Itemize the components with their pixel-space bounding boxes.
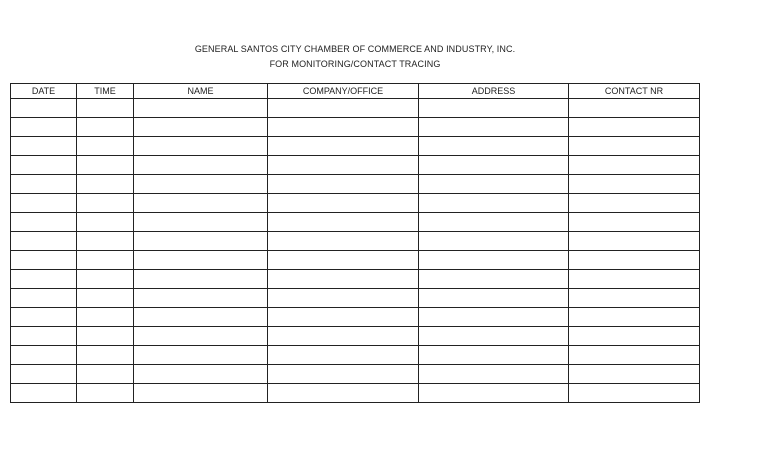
column-header-company-office: COMPANY/OFFICE	[268, 84, 419, 99]
table-row	[11, 327, 700, 346]
cell-contact-nr[interactable]	[569, 327, 700, 346]
cell-time[interactable]	[77, 232, 134, 251]
cell-name[interactable]	[134, 365, 268, 384]
cell-address[interactable]	[419, 384, 569, 403]
cell-address[interactable]	[419, 99, 569, 118]
cell-time[interactable]	[77, 213, 134, 232]
cell-address[interactable]	[419, 194, 569, 213]
cell-name[interactable]	[134, 289, 268, 308]
cell-company-office[interactable]	[268, 213, 419, 232]
cell-date[interactable]	[11, 251, 77, 270]
cell-address[interactable]	[419, 327, 569, 346]
cell-date[interactable]	[11, 137, 77, 156]
table-row	[11, 175, 700, 194]
cell-company-office[interactable]	[268, 384, 419, 403]
table-row	[11, 232, 700, 251]
table-row	[11, 346, 700, 365]
cell-company-office[interactable]	[268, 365, 419, 384]
cell-time[interactable]	[77, 118, 134, 137]
cell-contact-nr[interactable]	[569, 384, 700, 403]
cell-date[interactable]	[11, 213, 77, 232]
cell-address[interactable]	[419, 118, 569, 137]
cell-name[interactable]	[134, 175, 268, 194]
cell-date[interactable]	[11, 99, 77, 118]
organization-title: GENERAL SANTOS CITY CHAMBER OF COMMERCE AND INDUSTRY, INC.	[194, 44, 516, 54]
cell-time[interactable]	[77, 251, 134, 270]
cell-company-office[interactable]	[268, 327, 419, 346]
table-row	[11, 137, 700, 156]
cell-company-office[interactable]	[268, 346, 419, 365]
cell-contact-nr[interactable]	[569, 289, 700, 308]
cell-name[interactable]	[134, 118, 268, 137]
cell-company-office[interactable]	[268, 156, 419, 175]
table-row	[11, 156, 700, 175]
cell-time[interactable]	[77, 384, 134, 403]
table-row	[11, 118, 700, 137]
cell-name[interactable]	[134, 346, 268, 365]
cell-date[interactable]	[11, 365, 77, 384]
table-row	[11, 251, 700, 270]
cell-time[interactable]	[77, 327, 134, 346]
cell-name[interactable]	[134, 137, 268, 156]
cell-company-office[interactable]	[268, 118, 419, 137]
cell-name[interactable]	[134, 156, 268, 175]
cell-name[interactable]	[134, 251, 268, 270]
cell-date[interactable]	[11, 194, 77, 213]
cell-contact-nr[interactable]	[569, 99, 700, 118]
cell-address[interactable]	[419, 270, 569, 289]
cell-contact-nr[interactable]	[569, 365, 700, 384]
cell-name[interactable]	[134, 213, 268, 232]
cell-company-office[interactable]	[268, 99, 419, 118]
cell-contact-nr[interactable]	[569, 346, 700, 365]
column-header-time: TIME	[77, 84, 134, 99]
cell-date[interactable]	[11, 156, 77, 175]
column-header-address: ADDRESS	[419, 84, 569, 99]
cell-date[interactable]	[11, 346, 77, 365]
cell-contact-nr[interactable]	[569, 156, 700, 175]
column-header-date: DATE	[11, 84, 77, 99]
cell-address[interactable]	[419, 289, 569, 308]
cell-company-office[interactable]	[268, 175, 419, 194]
cell-time[interactable]	[77, 270, 134, 289]
cell-time[interactable]	[77, 289, 134, 308]
cell-address[interactable]	[419, 251, 569, 270]
table-row	[11, 384, 700, 403]
cell-date[interactable]	[11, 384, 77, 403]
cell-time[interactable]	[77, 346, 134, 365]
cell-address[interactable]	[419, 365, 569, 384]
cell-contact-nr[interactable]	[569, 175, 700, 194]
table-row	[11, 308, 700, 327]
cell-name[interactable]	[134, 270, 268, 289]
cell-contact-nr[interactable]	[569, 137, 700, 156]
cell-name[interactable]	[134, 384, 268, 403]
cell-contact-nr[interactable]	[569, 194, 700, 213]
cell-company-office[interactable]	[268, 232, 419, 251]
cell-date[interactable]	[11, 308, 77, 327]
cell-contact-nr[interactable]	[569, 213, 700, 232]
table-row	[11, 194, 700, 213]
table-row	[11, 270, 700, 289]
column-header-contact-nr: CONTACT NR	[569, 84, 700, 99]
cell-address[interactable]	[419, 156, 569, 175]
cell-contact-nr[interactable]	[569, 118, 700, 137]
cell-name[interactable]	[134, 99, 268, 118]
table-row	[11, 99, 700, 118]
cell-company-office[interactable]	[268, 194, 419, 213]
cell-company-office[interactable]	[268, 137, 419, 156]
cell-time[interactable]	[77, 175, 134, 194]
cell-name[interactable]	[134, 232, 268, 251]
cell-contact-nr[interactable]	[569, 308, 700, 327]
cell-company-office[interactable]	[268, 270, 419, 289]
table-row	[11, 289, 700, 308]
cell-address[interactable]	[419, 175, 569, 194]
document-header	[0, 42, 710, 72]
cell-name[interactable]	[134, 327, 268, 346]
cell-address[interactable]	[419, 346, 569, 365]
cell-name[interactable]	[134, 194, 268, 213]
cell-time[interactable]	[77, 137, 134, 156]
cell-contact-nr[interactable]	[569, 251, 700, 270]
cell-date[interactable]	[11, 289, 77, 308]
table-row	[11, 365, 700, 384]
cell-date[interactable]	[11, 118, 77, 137]
column-header-name: NAME	[134, 84, 268, 99]
table-row	[11, 213, 700, 232]
table-body	[11, 99, 700, 403]
cell-date[interactable]	[11, 270, 77, 289]
form-purpose-title: FOR MONITORING/CONTACT TRACING	[269, 59, 441, 69]
cell-time[interactable]	[77, 156, 134, 175]
cell-date[interactable]	[11, 175, 77, 194]
cell-time[interactable]	[77, 308, 134, 327]
cell-address[interactable]	[419, 137, 569, 156]
cell-address[interactable]	[419, 308, 569, 327]
cell-contact-nr[interactable]	[569, 270, 700, 289]
cell-time[interactable]	[77, 99, 134, 118]
contact-tracing-table	[10, 83, 700, 403]
cell-date[interactable]	[11, 327, 77, 346]
cell-company-office[interactable]	[268, 251, 419, 270]
table-header-row	[11, 84, 700, 99]
cell-address[interactable]	[419, 232, 569, 251]
cell-time[interactable]	[77, 365, 134, 384]
cell-company-office[interactable]	[268, 289, 419, 308]
cell-company-office[interactable]	[268, 308, 419, 327]
cell-contact-nr[interactable]	[569, 232, 700, 251]
cell-address[interactable]	[419, 213, 569, 232]
cell-name[interactable]	[134, 308, 268, 327]
cell-time[interactable]	[77, 194, 134, 213]
cell-date[interactable]	[11, 232, 77, 251]
